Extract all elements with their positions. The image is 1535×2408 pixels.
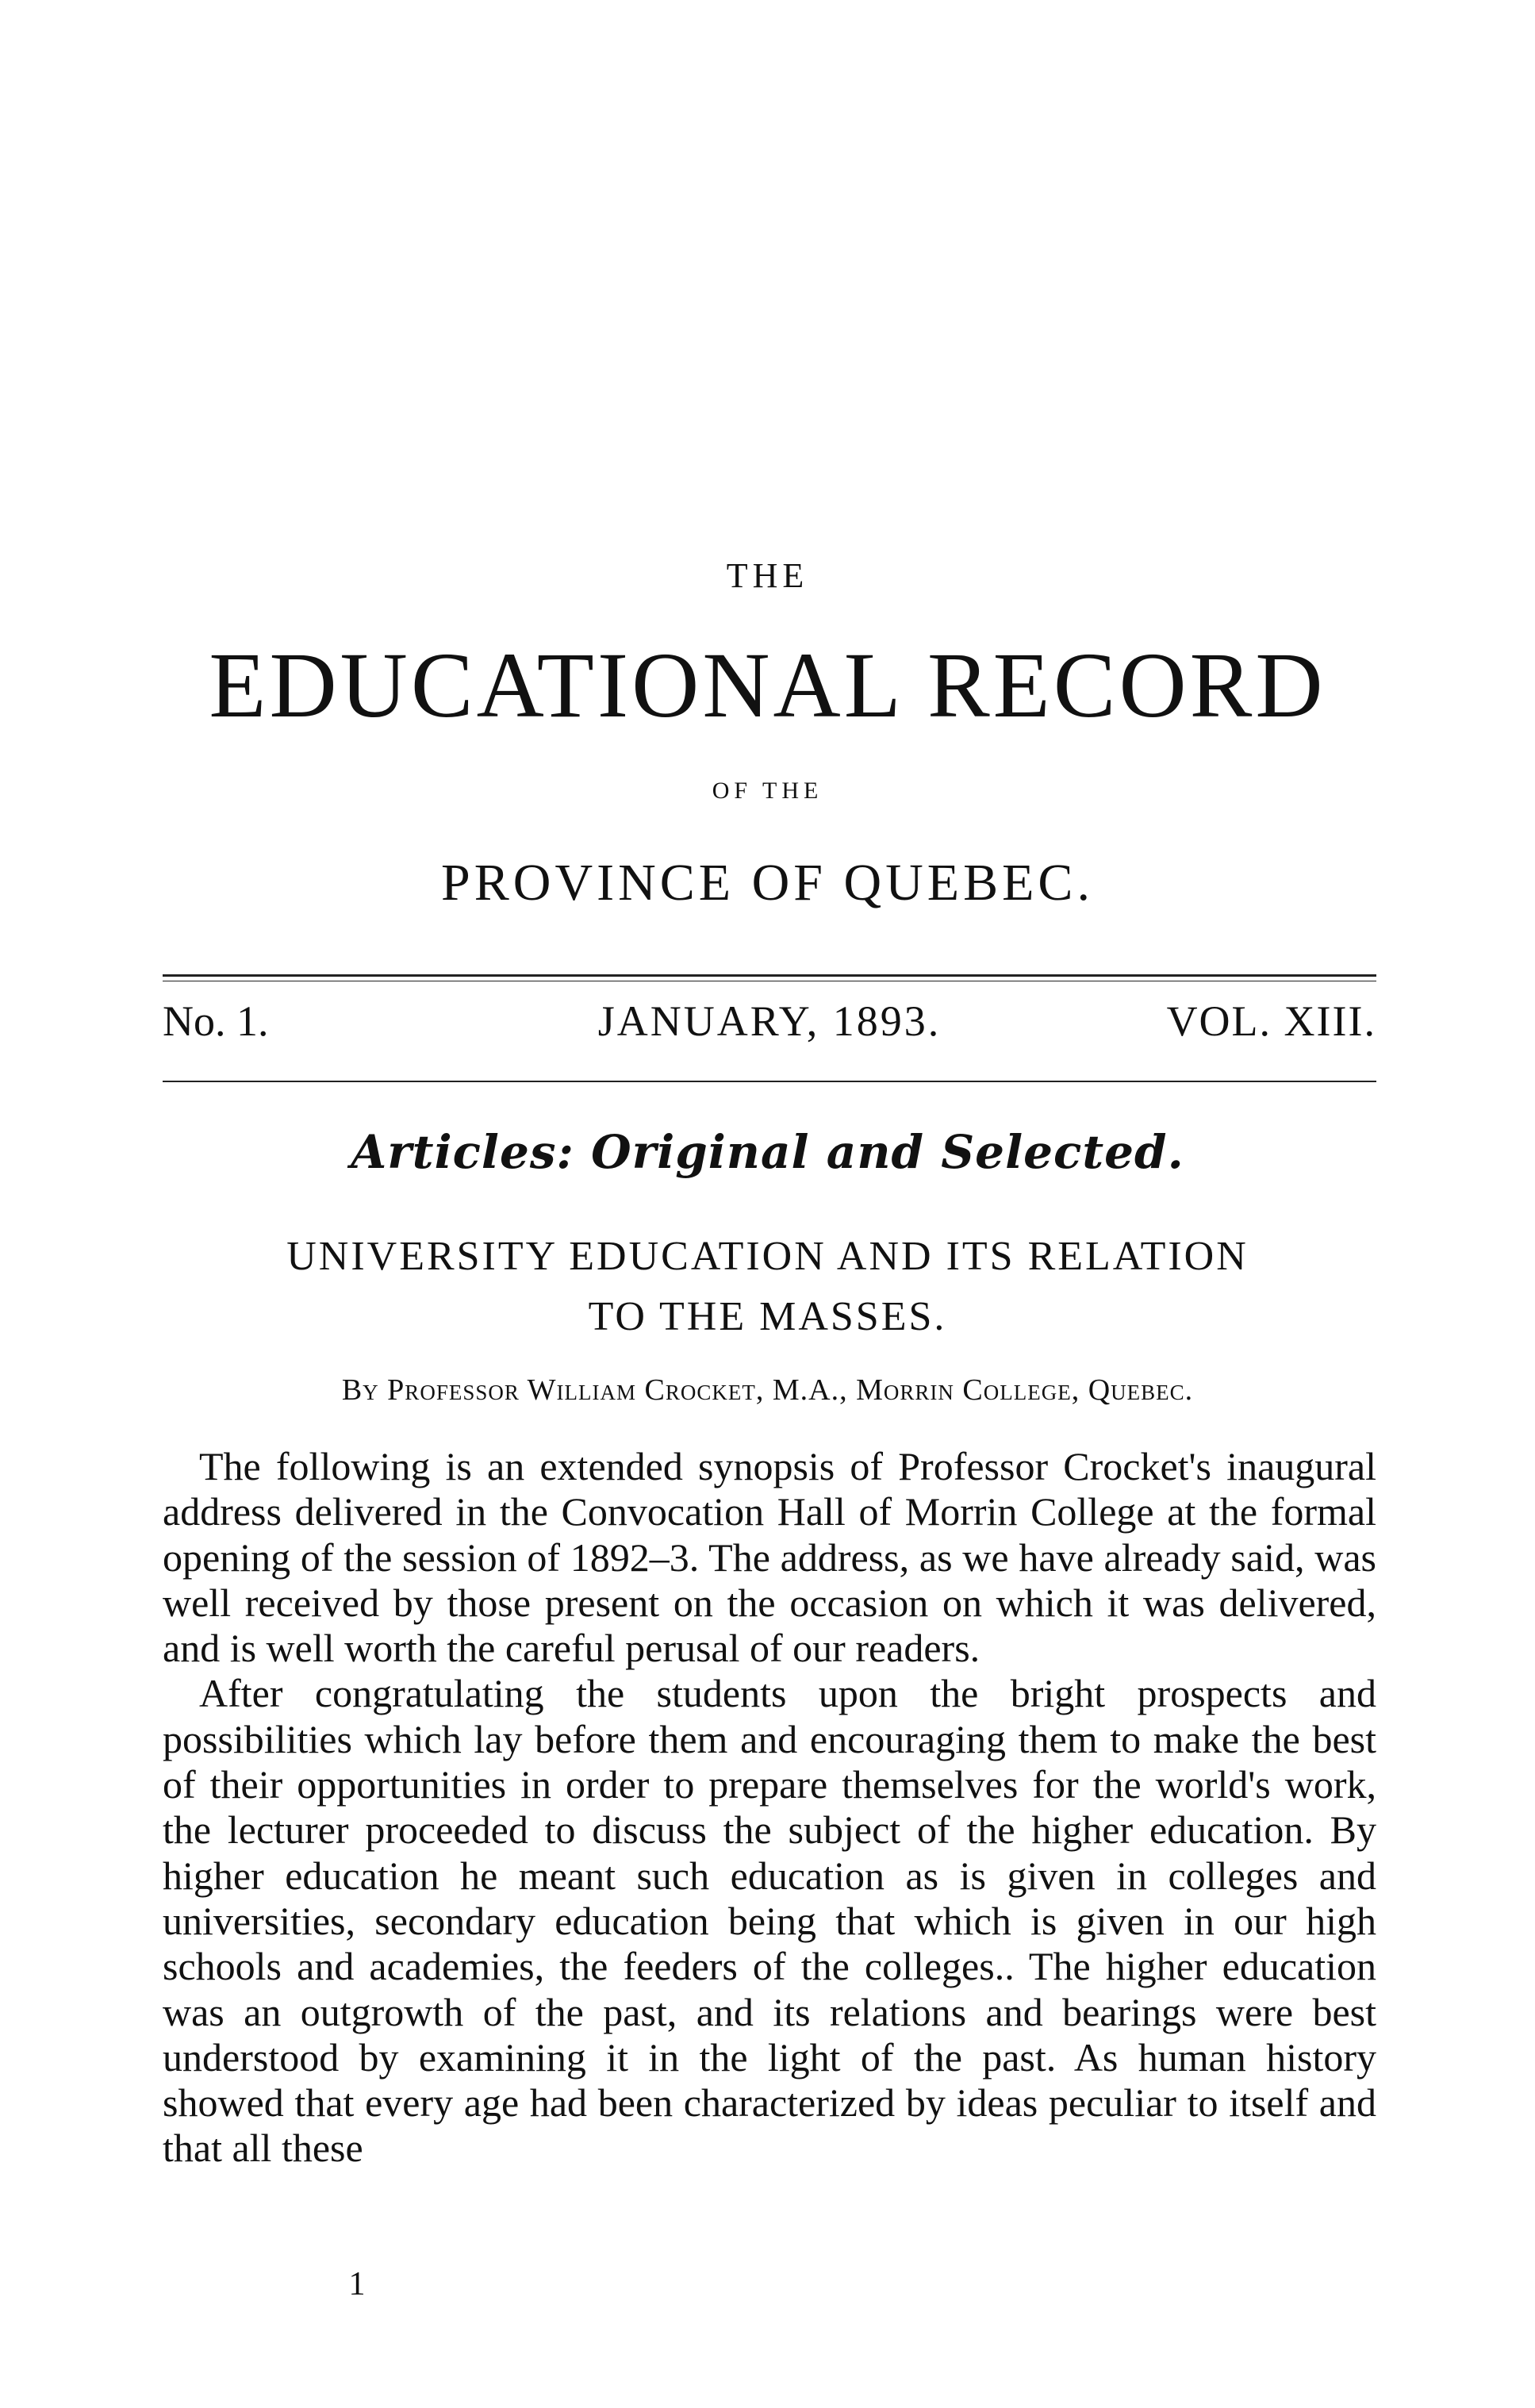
issue-number: No. 1. [163, 997, 269, 1045]
bottom-rule [163, 1081, 1376, 1082]
article-title-line-1: UNIVERSITY EDUCATION AND ITS RELATION [286, 1234, 1249, 1279]
article-title [0, 1227, 1535, 1347]
paragraph: The following is an extended synopsis of Professor Crocket's inaugural address delivered in the Convocation Hall of Morrin College at the formal opening of the session of 1892–3. The address, as we have already said, was well received by those present on the occasion on which it was delivered, and is well worth the careful perusal of our readers. [163, 1444, 1376, 1671]
issue-volume: VOL. XIII. [1166, 997, 1376, 1045]
masthead-title: EDUCATIONAL RECORD [209, 633, 1326, 737]
masthead-of-the: OF THE [712, 778, 823, 804]
article-byline: By Professor William Crocket, M.A., Morrin College, Quebec. [341, 1373, 1194, 1407]
article-body [163, 1444, 1376, 2172]
paragraph: After congratulating the students upon the bright prospects and possibilities which lay before them and encouraging them to make the best of their opportunities in order to prepare themselves for the world's work, the lecturer proceeded to discuss the subject of the higher education. By higher education he meant such education as is given in colleges and universities, secondary education being that which is given in our high schools and academies, the feeders of the colleges.. The higher education was an outgrowth of the past, and its relations and bearings were best understood by examining it in the light of the past. As human history showed that every age had been characterized by ideas peculiar to itself and that all these [163, 1671, 1376, 2171]
masthead-province: PROVINCE OF QUEBEC. [441, 854, 1094, 912]
top-rule [163, 974, 1376, 977]
section-heading: Articles: Original and Selected. [351, 1125, 1184, 1179]
masthead-the: THE [726, 556, 809, 595]
issue-line [163, 997, 1376, 1060]
article-title-line-2: TO THE MASSES. [588, 1294, 947, 1339]
page-number: 1 [348, 2266, 366, 2302]
issue-date: JANUARY, 1893. [597, 997, 942, 1045]
